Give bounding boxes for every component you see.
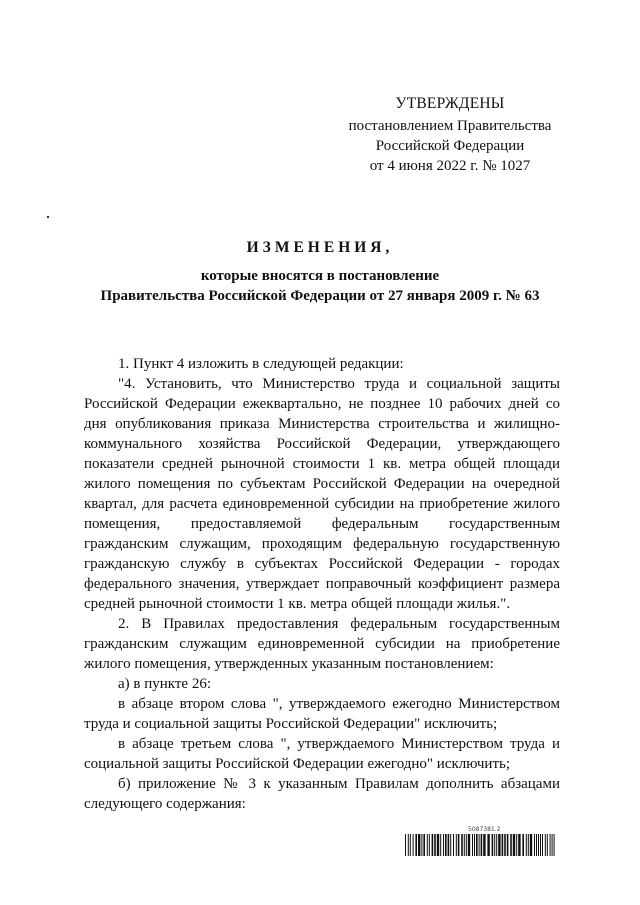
- approval-line-1: постановлением Правительства: [348, 118, 552, 134]
- approval-line-2: Российской Федерации: [375, 138, 525, 154]
- paragraph-subitem-a-2: в абзаце третьем слова ", утверждаемого Министерством труда и социальной защиты Российской Федерации ежегодно" исключить;: [84, 736, 560, 772]
- paragraph-subitem-a-1: в абзаце втором слова ", утверждаемого ежегодно Министерством труда и социальной защиты Российской Федерации" исключить;: [84, 696, 560, 732]
- barcode-number: 5087381.2: [468, 826, 501, 833]
- paragraph-item-2: 2. В Правилах предоставления федеральным государственным гражданским служащим единовременной субсидии на приобретение жилого помещения, утвержденных указанным постановлением:: [84, 616, 560, 672]
- paragraph-subitem-b: б) приложение № 3 к указанным Правилам дополнить абзацами следующего содержания:: [84, 776, 560, 812]
- document-body: [84, 354, 560, 814]
- barcode-image: [405, 834, 555, 856]
- document-subtitle: [70, 266, 570, 306]
- approval-line-3: от 4 июня 2022 г. № 1027: [369, 158, 531, 174]
- subtitle-line-1: которые вносятся в постановление: [200, 268, 440, 284]
- paragraph-subitem-a: а) в пункте 26:: [118, 676, 212, 692]
- paragraph-item-1-text: "4. Установить, что Министерство труда и социальной защиты Российской Федерации ежеквартально, не позднее 10 рабочих дней со дня опубликования приказа Министерства строительства и жилищно-коммунального хозяйства Российской Федерации, утверждающего показатели средней рыночной стоимости 1 кв. метра общей площади жилого помещения по субъектам Российской Федерации на очередной квартал, для расчета единовременной субсидии на приобретение жилого помещения, предоставляемой федеральным государственным гражданским служащим, проходящим федеральную государственную гражданскую службу в субъектах Российской Федерации - городах федерального значения, утверждает поправочный коэффициент размера средней рыночной стоимости 1 кв. метра общей площади жилья.".: [84, 376, 560, 612]
- document-title: ИЗМЕНЕНИЯ,: [246, 239, 394, 256]
- subtitle-line-2: Правительства Российской Федерации от 27 января 2009 г. № 63: [100, 288, 540, 304]
- paragraph-item-1: 1. Пункт 4 изложить в следующей редакции:: [118, 356, 404, 372]
- approval-block: [330, 94, 570, 176]
- approval-heading: УТВЕРЖДЕНЫ: [395, 95, 505, 112]
- scan-speck: [47, 216, 49, 218]
